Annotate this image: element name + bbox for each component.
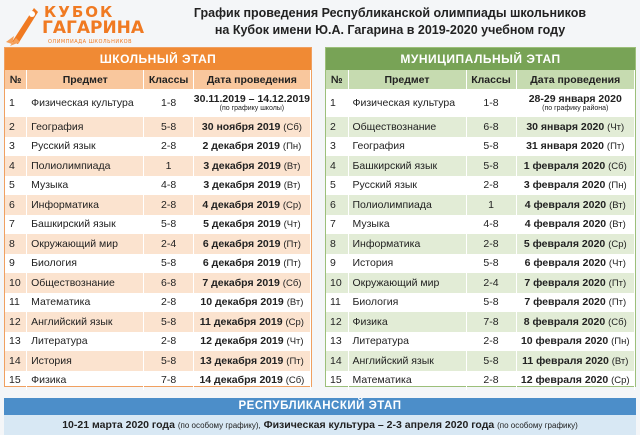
row-number: 12 bbox=[326, 312, 348, 332]
row-grades: 5-8 bbox=[144, 254, 193, 274]
school-stage-table bbox=[5, 70, 311, 390]
row-grades: 5-8 bbox=[466, 254, 516, 274]
table-row bbox=[5, 215, 311, 235]
col-date: Дата проведения bbox=[193, 70, 310, 89]
row-date-cell bbox=[516, 371, 635, 391]
col-number: № bbox=[5, 70, 27, 89]
row-date-cell bbox=[516, 351, 635, 371]
row-date: 10 февраля 2020 bbox=[520, 335, 609, 348]
col-grades: Классы bbox=[144, 70, 193, 89]
row-subject: История bbox=[348, 254, 466, 274]
table-row bbox=[5, 137, 311, 157]
row-date-cell bbox=[193, 332, 310, 352]
row-number: 8 bbox=[326, 234, 348, 254]
table-row bbox=[5, 254, 311, 274]
row-weekday: (Сб) bbox=[282, 277, 302, 289]
row-subject: Окружающий мир bbox=[27, 234, 144, 254]
row-weekday: (Вт) bbox=[611, 355, 629, 367]
republic-dates-main: 10-21 марта 2020 года bbox=[62, 419, 175, 431]
row-subject: География bbox=[27, 117, 144, 137]
row-weekday: (Ср) bbox=[611, 375, 630, 387]
row-grades: 5-8 bbox=[144, 312, 193, 332]
republic-pe-dates: Физическая культура – 2-3 апреля 2020 года bbox=[263, 419, 495, 431]
row-number: 7 bbox=[326, 215, 348, 235]
table-row bbox=[5, 234, 311, 254]
row-date: 10 декабря 2019 bbox=[200, 296, 284, 309]
row-date: 30.11.2019 – 14.12.2019 bbox=[193, 92, 310, 105]
school-stage-header: ШКОЛЬНЫЙ ЭТАП bbox=[5, 48, 311, 70]
row-date: 4 декабря 2019 bbox=[202, 198, 280, 211]
row-date-cell bbox=[516, 293, 635, 313]
row-weekday: (Пн) bbox=[611, 336, 630, 348]
republic-pe-note: (по особому графику) bbox=[497, 421, 578, 430]
row-weekday: (Сб) bbox=[608, 316, 627, 328]
row-grades: 5-8 bbox=[466, 351, 516, 371]
row-date-cell bbox=[516, 332, 635, 352]
row-subject: Русский язык bbox=[348, 176, 466, 196]
row-date: 28-29 января 2020 bbox=[528, 92, 622, 105]
row-number: 5 bbox=[326, 176, 348, 196]
row-date-cell bbox=[193, 254, 310, 274]
row-weekday: (Пт) bbox=[608, 297, 627, 309]
row-date: 7 февраля 2020 bbox=[524, 296, 606, 309]
logo bbox=[4, 2, 144, 48]
row-subject: Физическая культура bbox=[348, 89, 466, 117]
row-weekday: (Вт) bbox=[283, 180, 301, 192]
row-date: 3 декабря 2019 bbox=[203, 159, 281, 172]
row-date: 30 января 2020 bbox=[526, 120, 605, 133]
row-number: 8 bbox=[5, 234, 27, 254]
row-date-cell bbox=[516, 156, 635, 176]
row-date: 14 декабря 2019 bbox=[199, 374, 283, 387]
table-row bbox=[326, 293, 635, 313]
row-weekday: (Пт) bbox=[286, 355, 304, 367]
row-number: 2 bbox=[326, 117, 348, 137]
row-date-cell bbox=[516, 89, 635, 117]
row-subject: Литература bbox=[348, 332, 466, 352]
row-date: 4 февраля 2020 bbox=[524, 198, 607, 211]
row-weekday: (Сб) bbox=[285, 375, 305, 387]
col-subject: Предмет bbox=[348, 70, 466, 89]
row-grades: 1-8 bbox=[466, 89, 516, 117]
row-date: 12 декабря 2019 bbox=[200, 335, 284, 348]
row-number: 6 bbox=[326, 195, 348, 215]
row-grades: 6-8 bbox=[144, 273, 193, 293]
republic-stage-panel bbox=[4, 398, 636, 435]
row-subject: Литература bbox=[27, 332, 144, 352]
row-date: 3 февраля 2020 bbox=[523, 179, 606, 192]
row-subject: Башкирский язык bbox=[348, 156, 466, 176]
row-number: 10 bbox=[326, 273, 348, 293]
row-grades: 2-8 bbox=[466, 234, 516, 254]
table-row bbox=[326, 254, 635, 274]
row-subject: Биология bbox=[348, 293, 466, 313]
row-number: 11 bbox=[5, 293, 27, 313]
row-subject: Физика bbox=[27, 371, 144, 391]
row-grades: 5-8 bbox=[144, 215, 193, 235]
row-grades: 2-8 bbox=[466, 332, 516, 352]
row-date: 7 февраля 2020 bbox=[524, 276, 606, 289]
row-date-cell bbox=[193, 195, 310, 215]
table-row bbox=[326, 312, 635, 332]
school-stage-panel bbox=[4, 47, 312, 387]
row-date-cell bbox=[516, 215, 635, 235]
row-date: 13 декабря 2019 bbox=[200, 354, 284, 367]
row-grades: 2-8 bbox=[144, 137, 193, 157]
row-number: 9 bbox=[326, 254, 348, 274]
row-grades: 1-8 bbox=[144, 89, 193, 117]
table-row bbox=[5, 312, 311, 332]
table-row bbox=[326, 117, 635, 137]
row-subject: Физика bbox=[348, 312, 466, 332]
row-weekday: (Чт) bbox=[286, 336, 304, 348]
rocket-icon bbox=[4, 2, 44, 48]
row-subject: Биология bbox=[27, 254, 144, 274]
table-header-row bbox=[5, 70, 311, 89]
row-weekday: (Вт) bbox=[283, 160, 301, 172]
row-date: 12 февраля 2020 bbox=[520, 374, 609, 387]
row-date-cell bbox=[193, 89, 310, 117]
title-line2: на Кубок имени Ю.А. Гагарина в 2019-2020 учебном году bbox=[214, 23, 566, 37]
row-grades: 5-8 bbox=[144, 117, 193, 137]
row-grades: 6-8 bbox=[466, 117, 516, 137]
row-number: 3 bbox=[5, 137, 27, 157]
republic-dates-note: (по особому графику), bbox=[177, 421, 261, 430]
row-number: 15 bbox=[5, 371, 27, 391]
row-weekday: (Пт) bbox=[608, 277, 627, 289]
row-subject: Обществознание bbox=[348, 117, 466, 137]
row-date-cell bbox=[516, 254, 635, 274]
table-row bbox=[326, 215, 635, 235]
row-grades: 4-8 bbox=[144, 176, 193, 196]
logo-line1: КУБОК bbox=[44, 3, 115, 21]
row-number: 4 bbox=[326, 156, 348, 176]
row-weekday: (Сб) bbox=[608, 160, 627, 172]
table-row bbox=[5, 89, 311, 117]
row-date-cell bbox=[516, 195, 635, 215]
row-subject: Музыка bbox=[348, 215, 466, 235]
municipal-stage-panel bbox=[325, 47, 636, 387]
row-date-cell bbox=[516, 234, 635, 254]
table-row bbox=[326, 137, 635, 157]
row-number: 9 bbox=[5, 254, 27, 274]
row-grades: 5-8 bbox=[466, 293, 516, 313]
logo-line2: ГАГАРИНА bbox=[42, 18, 145, 38]
row-date-cell bbox=[193, 312, 310, 332]
row-number: 2 bbox=[5, 117, 27, 137]
row-date-note: (по графику школы) bbox=[219, 104, 285, 112]
row-grades: 5-8 bbox=[466, 137, 516, 157]
table-row bbox=[5, 293, 311, 313]
row-number: 1 bbox=[5, 89, 27, 117]
row-weekday: (Ср) bbox=[282, 199, 302, 211]
row-number: 1 bbox=[326, 89, 348, 117]
municipal-stage-table bbox=[326, 70, 635, 390]
row-date-cell bbox=[193, 371, 310, 391]
row-subject: Физическая культура bbox=[27, 89, 144, 117]
row-weekday: (Чт) bbox=[608, 258, 626, 270]
row-grades: 7-8 bbox=[144, 371, 193, 391]
table-row bbox=[5, 156, 311, 176]
row-date: 5 декабря 2019 bbox=[203, 218, 281, 231]
row-date-cell bbox=[193, 117, 310, 137]
row-grades: 2-8 bbox=[144, 195, 193, 215]
table-row bbox=[5, 332, 311, 352]
row-number: 10 bbox=[5, 273, 27, 293]
row-number: 14 bbox=[5, 351, 27, 371]
table-row bbox=[5, 371, 311, 391]
row-subject: Окружающий мир bbox=[348, 273, 466, 293]
row-subject: Математика bbox=[27, 293, 144, 313]
row-date-cell bbox=[193, 234, 310, 254]
row-number: 4 bbox=[5, 156, 27, 176]
row-subject: Башкирский язык bbox=[27, 215, 144, 235]
row-date: 2 декабря 2019 bbox=[202, 140, 280, 153]
page-title bbox=[150, 5, 630, 39]
row-weekday: (Ср) bbox=[608, 238, 627, 250]
row-number: 7 bbox=[5, 215, 27, 235]
row-weekday: (Чт) bbox=[283, 219, 301, 231]
row-grades: 2-4 bbox=[466, 273, 516, 293]
row-subject: Английский язык bbox=[348, 351, 466, 371]
row-weekday: (Сб) bbox=[283, 121, 302, 133]
row-date: 4 февраля 2020 bbox=[524, 218, 607, 231]
logo-line3: ОЛИМПИАДА ШКОЛЬНИКОВ bbox=[48, 39, 133, 45]
col-number: № bbox=[326, 70, 348, 89]
row-date-cell bbox=[193, 293, 310, 313]
row-subject: Русский язык bbox=[27, 137, 144, 157]
row-number: 13 bbox=[5, 332, 27, 352]
row-date-cell bbox=[193, 215, 310, 235]
table-row bbox=[5, 176, 311, 196]
title-line1: График проведения Республиканской олимпиады школьников bbox=[193, 6, 587, 20]
row-date-cell bbox=[193, 273, 310, 293]
row-grades: 2-8 bbox=[144, 332, 193, 352]
row-date: 1 февраля 2020 bbox=[523, 159, 606, 172]
row-subject: Полиолимпиада bbox=[27, 156, 144, 176]
row-date-cell bbox=[516, 117, 635, 137]
row-grades: 2-8 bbox=[466, 371, 516, 391]
row-weekday: (Пн) bbox=[608, 180, 627, 192]
table-row bbox=[326, 351, 635, 371]
table-row bbox=[5, 195, 311, 215]
row-number: 12 bbox=[5, 312, 27, 332]
row-number: 15 bbox=[326, 371, 348, 391]
republic-stage-header: РЕСПУБЛИКАНСКИЙ ЭТАП bbox=[4, 398, 636, 415]
table-row bbox=[5, 351, 311, 371]
row-grades: 2-8 bbox=[144, 293, 193, 313]
table-row bbox=[326, 234, 635, 254]
row-date-cell bbox=[193, 176, 310, 196]
row-weekday: (Вт) bbox=[286, 297, 304, 309]
row-subject: Английский язык bbox=[27, 312, 144, 332]
row-date-cell bbox=[516, 176, 635, 196]
table-row bbox=[326, 176, 635, 196]
row-date-cell bbox=[516, 312, 635, 332]
row-weekday: (Чт) bbox=[607, 121, 625, 133]
table-row bbox=[326, 195, 635, 215]
col-subject: Предмет bbox=[27, 70, 144, 89]
row-subject: Обществознание bbox=[27, 273, 144, 293]
row-number: 14 bbox=[326, 351, 348, 371]
row-grades: 1 bbox=[144, 156, 193, 176]
row-date: 6 февраля 2020 bbox=[524, 257, 606, 270]
republic-stage-dates bbox=[4, 415, 636, 431]
row-grades: 4-8 bbox=[466, 215, 516, 235]
row-number: 5 bbox=[5, 176, 27, 196]
table-row bbox=[326, 89, 635, 117]
row-grades: 5-8 bbox=[466, 156, 516, 176]
row-subject: Информатика bbox=[348, 234, 466, 254]
row-grades: 2-8 bbox=[466, 176, 516, 196]
row-date-cell bbox=[516, 137, 635, 157]
row-date: 6 декабря 2019 bbox=[202, 237, 281, 250]
row-date-cell bbox=[193, 137, 310, 157]
row-subject: История bbox=[27, 351, 144, 371]
row-weekday: (Вт) bbox=[609, 199, 626, 211]
row-grades: 5-8 bbox=[144, 351, 193, 371]
col-date: Дата проведения bbox=[516, 70, 635, 89]
row-date: 6 декабря 2019 bbox=[202, 257, 281, 270]
row-number: 13 bbox=[326, 332, 348, 352]
row-date: 11 февраля 2020 bbox=[522, 354, 609, 367]
row-date: 30 ноября 2019 bbox=[201, 120, 281, 133]
row-date: 11 декабря 2019 bbox=[199, 315, 283, 328]
row-subject: География bbox=[348, 137, 466, 157]
table-row bbox=[326, 156, 635, 176]
row-subject: Полиолимпиада bbox=[348, 195, 466, 215]
row-date-note: (по графику района) bbox=[542, 104, 609, 112]
row-date-cell bbox=[516, 273, 635, 293]
row-grades: 2-4 bbox=[144, 234, 193, 254]
row-weekday: (Пт) bbox=[283, 258, 301, 270]
row-subject: Информатика bbox=[27, 195, 144, 215]
table-row bbox=[5, 273, 311, 293]
municipal-stage-header: МУНИЦИПАЛЬНЫЙ ЭТАП bbox=[326, 48, 635, 70]
table-row bbox=[326, 273, 635, 293]
row-grades: 1 bbox=[466, 195, 516, 215]
table-row bbox=[326, 332, 635, 352]
row-subject: Музыка bbox=[27, 176, 144, 196]
row-grades: 7-8 bbox=[466, 312, 516, 332]
row-date: 3 декабря 2019 bbox=[203, 179, 281, 192]
row-weekday: (Ср) bbox=[285, 316, 304, 328]
row-weekday: (Пт) bbox=[283, 238, 301, 250]
row-date: 7 декабря 2019 bbox=[202, 276, 280, 289]
row-number: 3 bbox=[326, 137, 348, 157]
row-number: 11 bbox=[326, 293, 348, 313]
row-weekday: (Пн) bbox=[282, 141, 302, 153]
row-subject: Математика bbox=[348, 371, 466, 391]
row-date-cell bbox=[193, 351, 310, 371]
table-row bbox=[5, 117, 311, 137]
row-weekday: (Вт) bbox=[609, 219, 626, 231]
row-date: 8 февраля 2020 bbox=[523, 315, 606, 328]
table-row bbox=[326, 371, 635, 391]
row-weekday: (Пт) bbox=[606, 141, 625, 153]
col-grades: Классы bbox=[466, 70, 516, 89]
row-date: 5 февраля 2020 bbox=[523, 237, 606, 250]
table-header-row bbox=[326, 70, 635, 89]
row-date: 31 января 2020 bbox=[526, 140, 604, 153]
row-date-cell bbox=[193, 156, 310, 176]
row-number: 6 bbox=[5, 195, 27, 215]
